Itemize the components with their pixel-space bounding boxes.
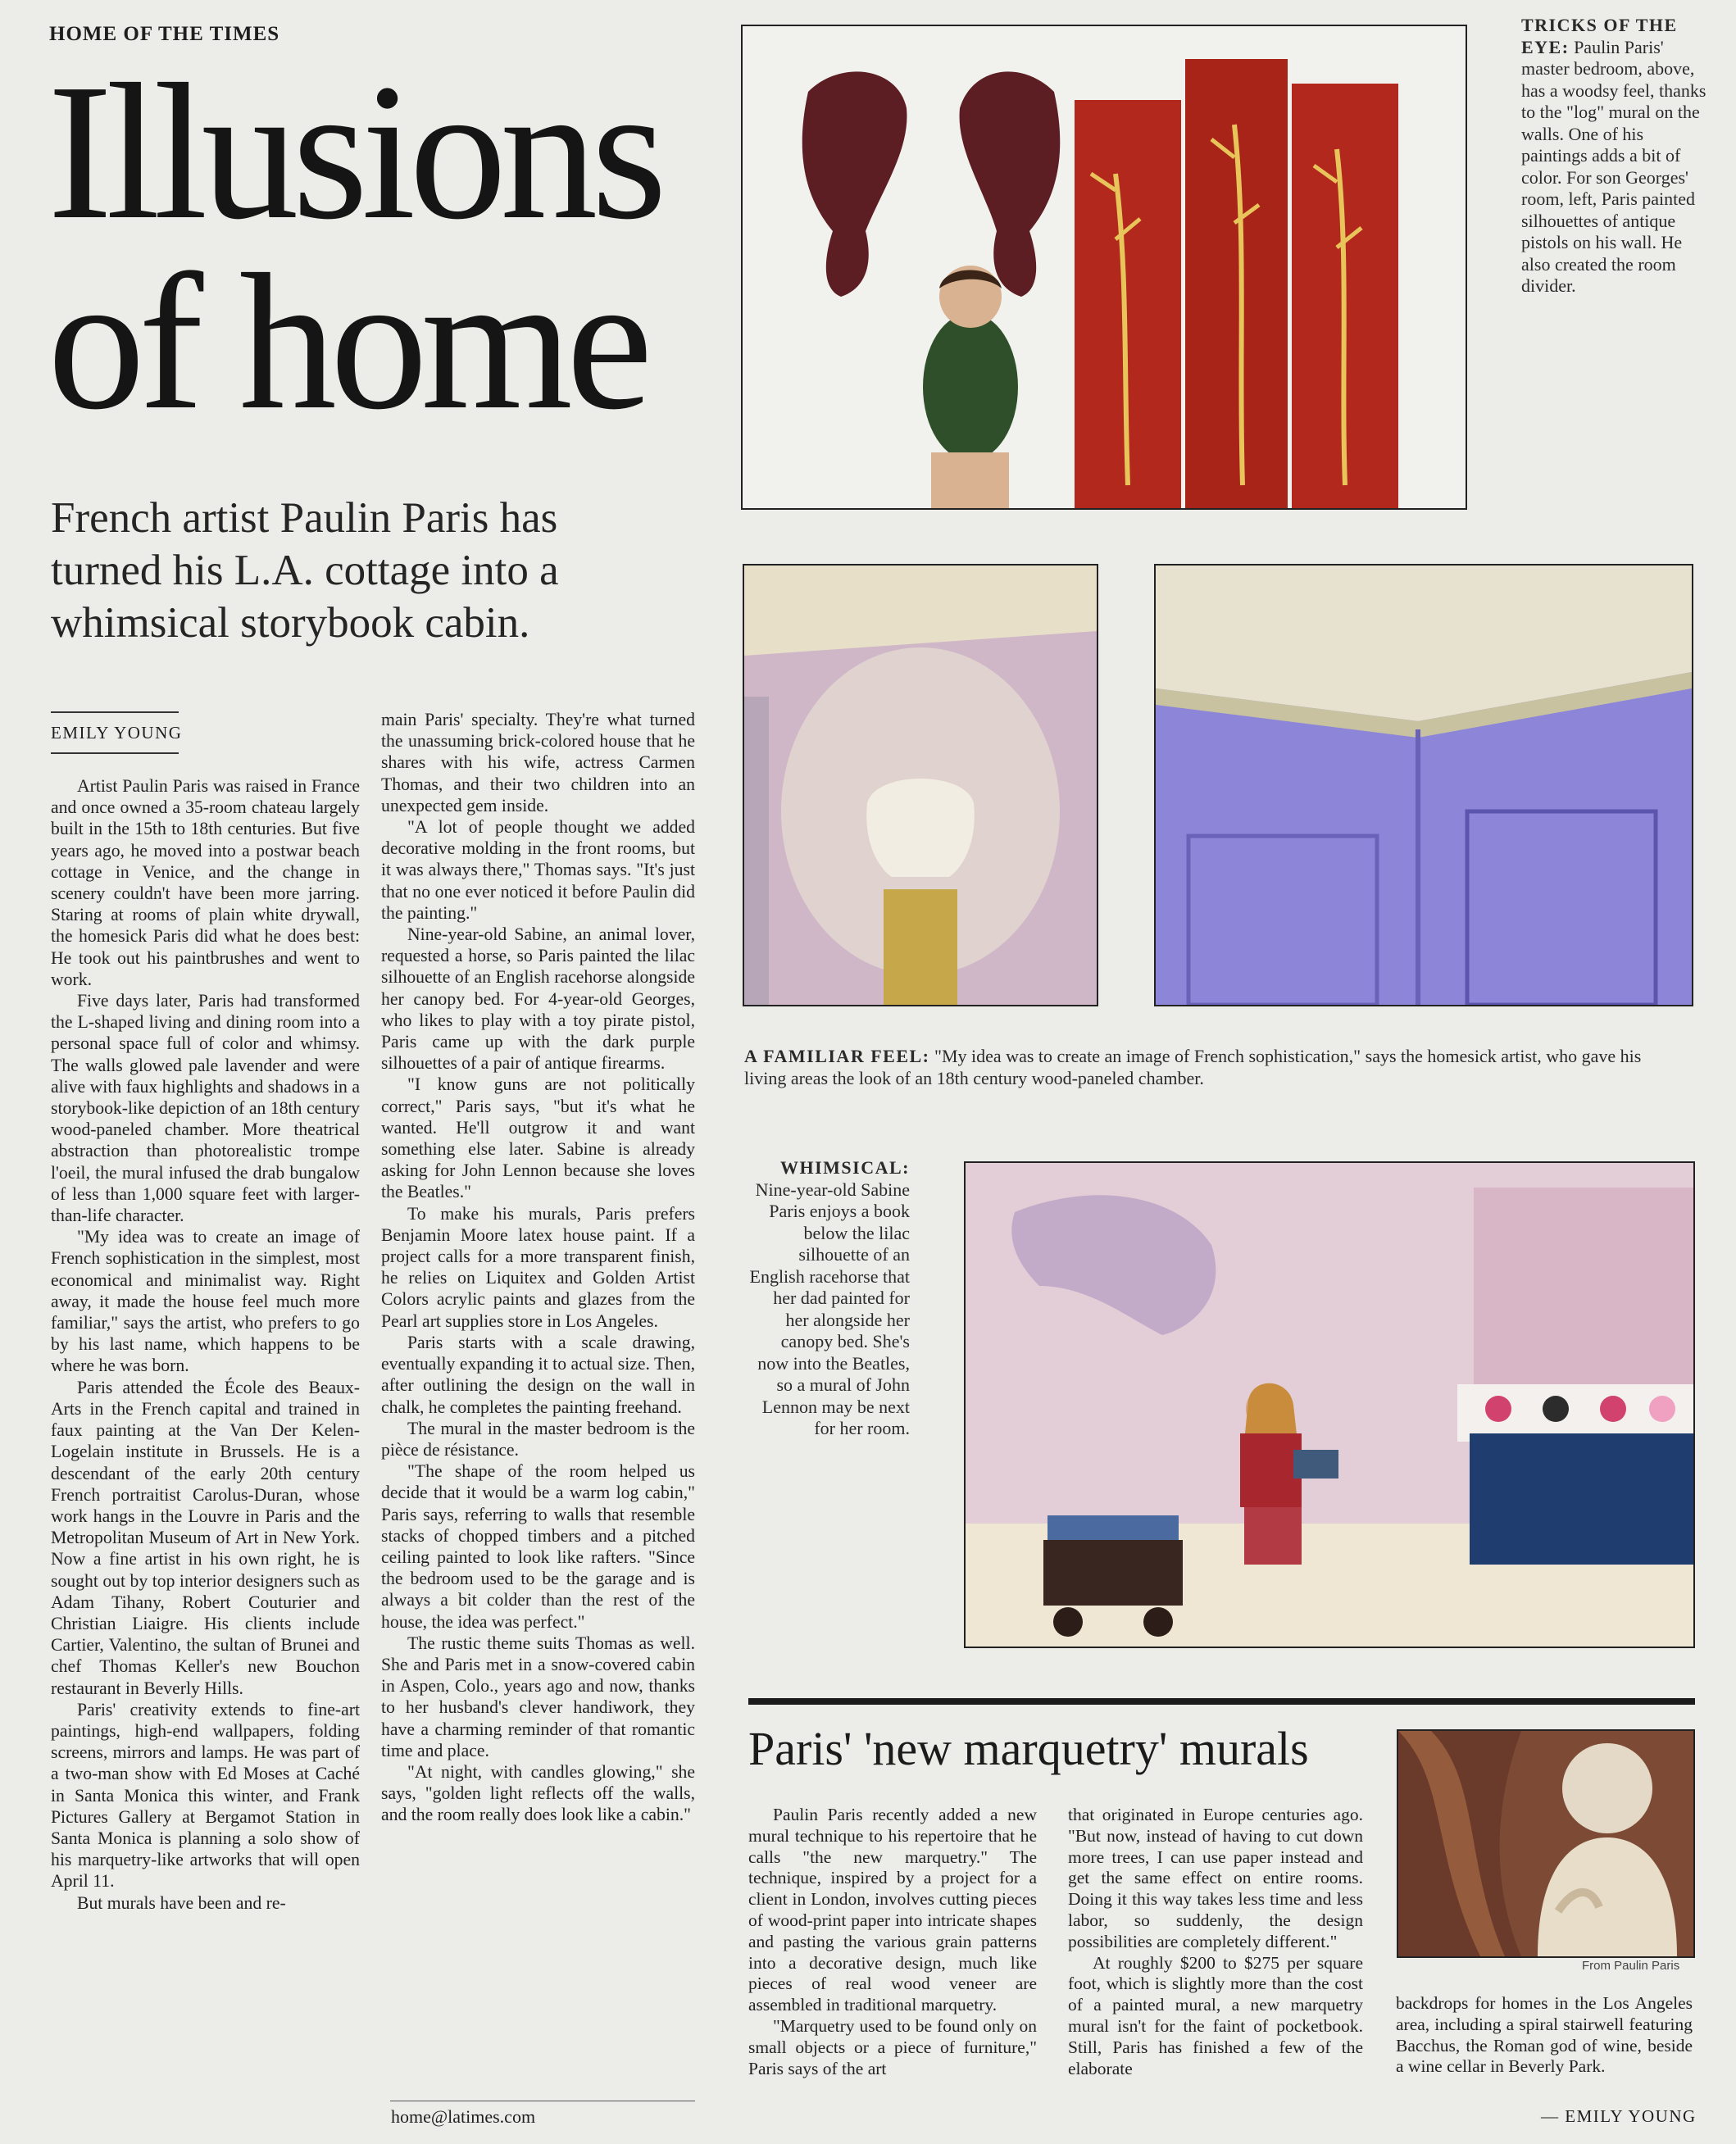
caption-text: "My idea was to create an image of French sophistication," says the homesick artist, who gave his living areas the look of an 18th century wood-paneled chamber. (744, 1046, 1642, 1088)
paragraph: backdrops for homes in the Los Angeles area, including a spiral stairwell featuring Bacchus, the Roman god of wine, beside a wine cellar in Beverly Park. (1396, 1993, 1693, 2077)
headline-line-1: Illusions (48, 44, 661, 260)
pistols-screen-illustration (743, 26, 1466, 508)
paragraph: The mural in the master bedroom is the pièce de résistance. (381, 1418, 695, 1460)
paragraph: Paris starts with a scale drawing, eventually expanding it to actual size. Then, after outlining the design on the wall in chalk, he completes the painting freehand. (381, 1332, 695, 1417)
paragraph: Paris attended the École des Beaux-Arts in the French capital and trained in faux painting at the Van Der Kelen-Logelain institute in Brussels. He is a descendant of the early 20th century French portraitist Carolus-Duran, whose work hangs in the Louvre in Paris and the Metropolitan Museum of Art in New York. Now a fine artist in his own right, he is sought out by top interior designers such as Adam Tihany, Robert Couturier and Christian Liaigre. His clients include Cartier, Valentino, the sultan of Brunei and chef Thomas Keller's new Bouchon restaurant in Beverly Hills. (51, 1377, 360, 1698)
body-column-2 (381, 709, 695, 1826)
paragraph: At roughly $200 to $275 per square foot, which is slightly more than the cost of a painted mural, a new marquetry mural isn't for the faint of pocketbook. Still, Paris has finished a few of the elaborate (1068, 1952, 1363, 2078)
paragraph: Artist Paulin Paris was raised in France and once owned a 35-room chateau largely built in the 15th to 18th centuries. But five years ago, he moved into a postwar beach cottage in Venice, and the change in scenery couldn't have been more jarring. Staring at rooms of plain white drywall, the homesick Paris did what he does best: He took out his paintbrushes and went to work. (51, 776, 360, 989)
paragraph: that originated in Europe centuries ago. "But now, instead of having to cut down more trees, I can use paper instead and get the same effect on entire rooms. Doing it this way takes less time and less labor, so suddenly, the design possibilities are completely different." (1068, 1805, 1363, 1951)
headline (48, 44, 687, 450)
paragraph: "I know guns are not politically correct," Paris says, "but it's what he wanted. He'll outgrow it and want something else later. Sabine is already asking for John Lennon because she loves the Beatles." (381, 1074, 695, 1202)
sidebar-column-2 (1068, 1805, 1363, 2079)
sidebar-headline: Paris' 'new marquetry' murals (748, 1722, 1309, 1775)
sconce-illustration (744, 566, 1097, 1005)
byline-rule (51, 711, 179, 713)
photo-bacchus-mural (1397, 1729, 1695, 1958)
photo-georges-room (741, 25, 1467, 510)
paragraph: "The shape of the room helped us decide that it would be a warm log cabin," Paris says, referring to walls that resemble stacks of chopped timbers and a pitched ceiling painted to look like rafters. "Since the bedroom used to be the garage and is always a bit colder than the rest of the house, the idea was perfect." (381, 1461, 695, 1632)
byline-rule (51, 752, 179, 754)
paragraph: main Paris' specialty. They're what turned the unassuming brick-colored house that he shares with his wife, actress Carmen Thomas, and their two children into an unexpected gem inside. (381, 710, 695, 815)
contact-email: home@latimes.com (391, 2106, 536, 2127)
caption-whimsical (749, 1157, 910, 1440)
caption-text: Paulin Paris' master bedroom, above, has a woodsy feel, thanks to the "log" mural on the walls. One of his paintings adds a bit of color. For son Georges' room, left, Paris painted silhouettes of antique pistols on his wall. He also created the room divider. (1521, 36, 1706, 296)
paragraph: To make his murals, Paris prefers Benjamin Moore latex house paint. If a project calls for a more transparent finish, he relies on Liquitex and Golden Artist Colors acrylic paints and glazes from the Pearl art supplies store in Los Angeles. (381, 1203, 695, 1331)
sidebar-column-3 (1396, 1993, 1693, 2078)
bedroom-illustration (966, 1163, 1693, 1647)
paragraph: "My idea was to create an image of French sophistication in the simplest, most economical and minimalist way. Right away, it made the house feel much more familiar," says the artist, who prefers to go by his last name, which happens to be where he was born. (51, 1227, 360, 1376)
paneled-room-illustration (1156, 566, 1692, 1005)
paragraph: "At night, with candles glowing," she says, "golden light reflects off the walls, and the room really does look like a cabin." (381, 1761, 695, 1825)
paragraph: Nine-year-old Sabine, an animal lover, requested a horse, so Paris painted the lilac silhouette of an English racehorse alongside her canopy bed. For 4-year-old Georges, who likes to play with a toy pirate pistol, Paris came up with the dark purple silhouettes of a pair of antique firearms. (381, 924, 695, 1074)
sidebar-column-1 (748, 1805, 1037, 2079)
statue-illustration (1398, 1731, 1693, 1956)
paragraph: Paulin Paris recently added a new mural technique to his repertoire that he calls "the new marquetry." The technique, inspired by a project for a client in London, involves cutting pieces of wood-print paper into intricate shapes and pasting the various grain patterns into a decorative design, much like pieces of real wood veneer are assembled in traditional marquetry. (748, 1805, 1037, 2015)
paragraph: "A lot of people thought we added decorative molding in the front rooms, but it was always there," Thomas says. "It's just that no one ever noticed it before Paulin did the painting." (381, 817, 695, 923)
byline: EMILY YOUNG (51, 723, 183, 743)
paragraph: Five days later, Paris had transformed the L-shaped living and dining room into a personal space full of color and whimsy. The walls glowed pale lavender and were alive with faux highlights and shadows in a storybook-like depiction of an 18th century wood-paneled chamber. More theatrical abstraction than photorealistic trompe l'oeil, the mural infused the drab bungalow of less than 1,000 square feet with larger-than-life character. (51, 991, 360, 1226)
photo-wall-sconce (743, 564, 1098, 1006)
sidebar-signoff: — EMILY YOUNG (1541, 2106, 1697, 2126)
deck: French artist Paulin Paris has turned his L.A. cottage into a whimsical storybook cabin. (51, 494, 559, 647)
caption-text: Nine-year-old Sabine Paris enjoys a book below the lilac silhouette of an English racehorse that her dad painted for her alongside her canopy bed. She's now into the Beatles, so a mural of John Lennon may be next for her room. (749, 1179, 910, 1438)
section-label: HOME OF THE TIMES (49, 23, 280, 45)
body-column-1 (51, 775, 360, 1914)
caption-label: A FAMILIAR FEEL: (744, 1046, 930, 1066)
photo-lavender-room (1154, 564, 1693, 1006)
headline-line-2: of home (48, 234, 647, 450)
caption-label: WHIMSICAL: (779, 1157, 910, 1178)
photo-credit: From Paulin Paris (1582, 1959, 1680, 1973)
photo-sabine-room (964, 1161, 1695, 1648)
caption-label: TRICKS OF THE EYE: (1521, 15, 1678, 57)
sidebar-rule (748, 1698, 1695, 1705)
paragraph: Paris' creativity extends to fine-art paintings, high-end wallpapers, folding screens, mirrors and lamps. He was part of a two-man show with Ed Moses at Caché in Santa Monica this winter, and Frank Pictures Gallery at Bergamot Station in Santa Monica is planning a solo show of his marquetry-like artworks that will open April 11. (51, 1699, 360, 1892)
paragraph: The rustic theme suits Thomas as well. She and Paris met in a snow-covered cabin in Aspen, Colo., years ago and now, thanks to her husband's clever handiwork, they have a charming reminder of that romantic time and place. (381, 1633, 695, 1760)
caption-familiar-feel (744, 1046, 1687, 1089)
caption-tricks-of-the-eye (1521, 15, 1706, 298)
paragraph: "Marquetry used to be found only on small objects or a piece of furniture," Paris says of the art (748, 2015, 1037, 2078)
paragraph: But murals have been and re- (77, 1892, 286, 1913)
